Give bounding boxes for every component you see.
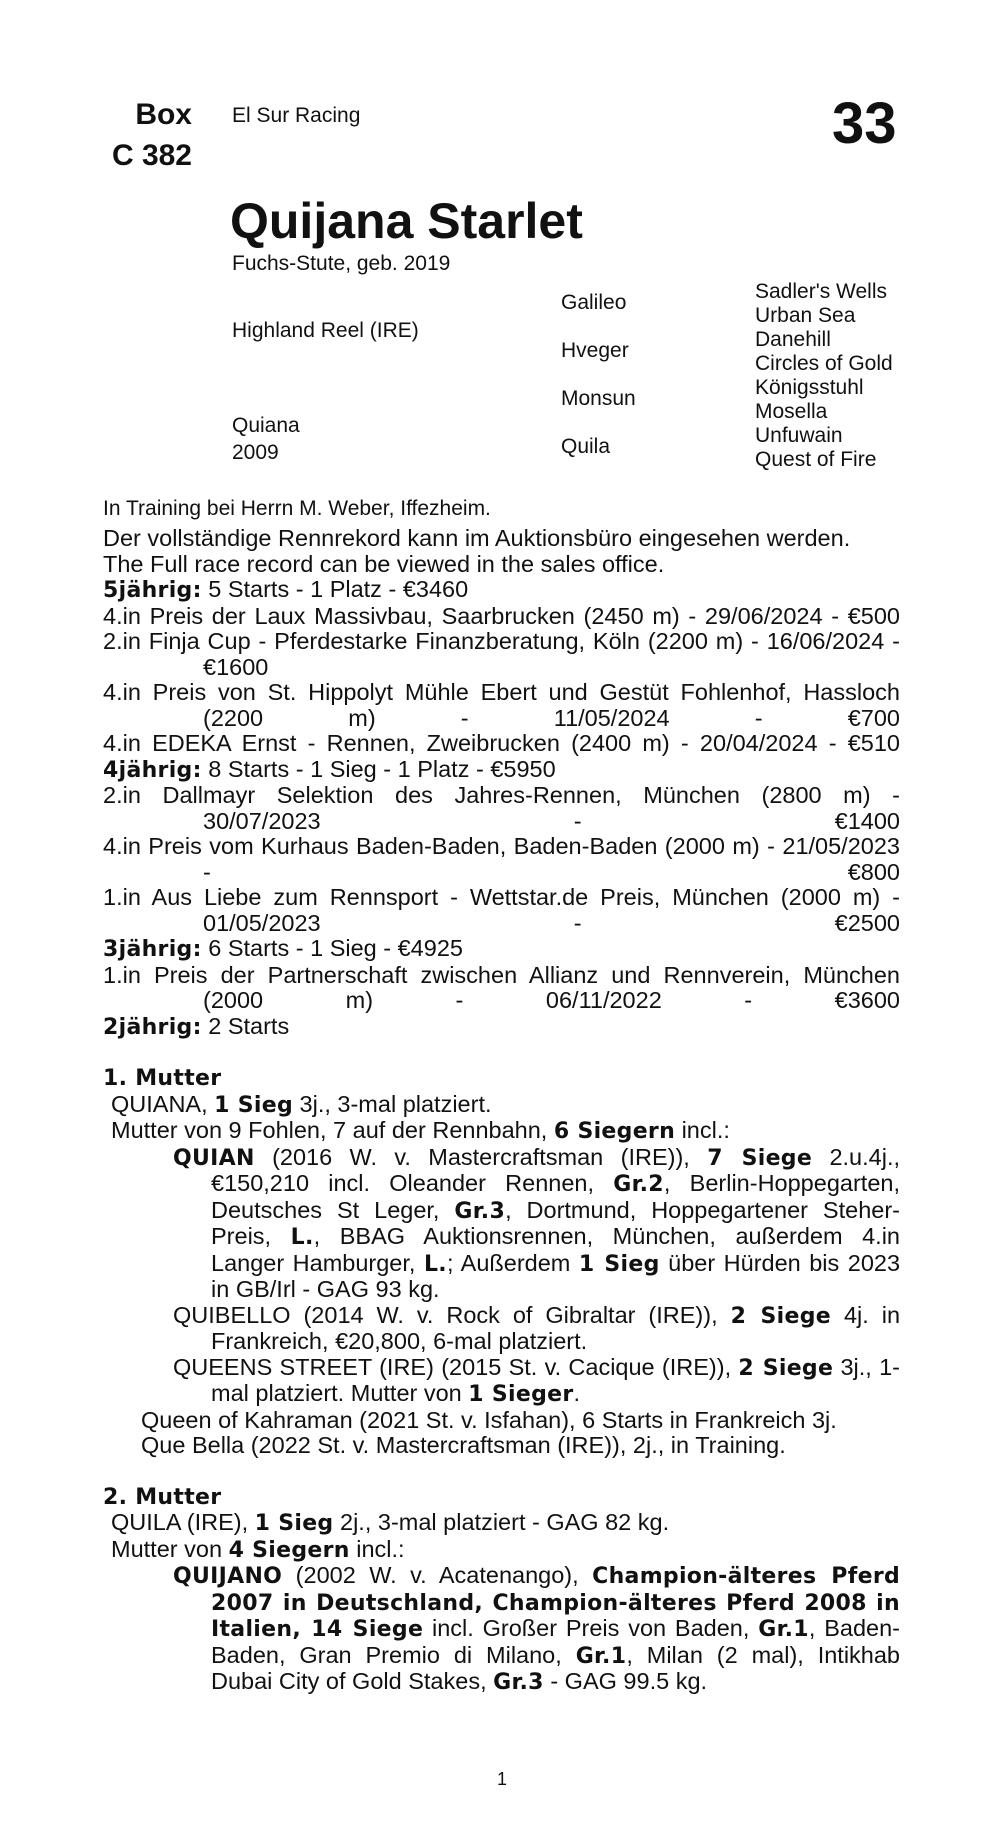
pedigree-grandsire-1: Galileo	[561, 291, 627, 314]
dam1-offspring-1: QUIAN (2016 W. v. Mastercraftsman (IRE)), 7 Siege 2.u.4j., €150,210 incl. Oleander Rennen, Gr.2, Berlin-Hoppegarten, Deutsches St Leger, Gr.3, Dortmund, Hoppegartener Steher-Preis, L., BBAG Auktionsrennen, München, außerdem 4.in Langer Hamburger, L.; Außerdem 1 Sieg über Hürden bis 2023 in GB/Irl - GAG 93 kg.	[173, 1143, 901, 1302]
training-note: In Training bei Herrn M. Weber, Iffezheim.	[103, 497, 491, 520]
dam2-produce: Mutter von 4 Siegern incl.:	[111, 1535, 405, 1563]
page-number: 1	[497, 1769, 508, 1789]
pedigree-granddam-1: Hveger	[561, 339, 629, 362]
pedigree-ggp-8: Quest of Fire	[755, 448, 877, 471]
year-5-label: 5jährig:	[103, 578, 202, 603]
pedigree-dam-year: 2009	[232, 441, 279, 464]
dam2-heading: 2. Mutter	[103, 1484, 222, 1510]
pedigree-sire: Highland Reel (IRE)	[232, 319, 419, 342]
pedigree-ggp-4: Circles of Gold	[755, 352, 893, 375]
dam1-offspring-5: Que Bella (2022 St. v. Mastercraftsman (IRE)), 2j., in Training.	[141, 1432, 786, 1458]
horse-description: Fuchs-Stute, geb. 2019	[232, 252, 451, 275]
lot-number: 33	[832, 91, 897, 156]
pedigree-ggp-3: Danehill	[755, 328, 831, 351]
pedigree-ggp-7: Unfuwain	[755, 424, 843, 447]
pedigree-ggp-2: Urban Sea	[755, 304, 856, 327]
record-note-en: The Full race record can be viewed in the sales office.	[103, 550, 665, 577]
race-entry: 2.in Dallmayr Selektion des Jahres-Rennen, München (2800 m) - 30/07/2023 - €1400	[103, 782, 900, 834]
horse-name: Quijana Starlet	[230, 193, 583, 249]
race-entry: 4.in Preis von St. Hippolyt Mühle Ebert und Gestüt Fohlenhof, Hassloch (2200 m) - 11/05/2024 - €700	[103, 679, 900, 731]
race-entry: 2.in Finja Cup - Pferdestarke Finanzberatung, Köln (2200 m) - 16/06/2024 - €1600	[103, 628, 900, 680]
pedigree-granddam-2: Quila	[561, 435, 611, 458]
pedigree-ggp-5: Königsstuhl	[755, 376, 864, 399]
pedigree-dam: Quiana	[232, 414, 300, 437]
dam1-produce: Mutter von 9 Fohlen, 7 auf der Rennbahn, 6 Siegern incl.:	[111, 1117, 730, 1144]
year-5-summary: 5jährig: 5 Starts - 1 Platz - €3460	[103, 576, 469, 603]
dam1-heading: 1. Mutter	[103, 1066, 222, 1091]
year-3-label: 3jährig:	[103, 937, 202, 962]
box-label: Box	[135, 98, 192, 131]
race-entry: 4.in EDEKA Ernst - Rennen, Zweibrucken (2400 m) - 20/04/2024 - €510	[103, 730, 900, 756]
race-entry: 4.in Preis vom Kurhaus Baden-Baden, Baden-Baden (2000 m) - 21/05/2023 - €800	[103, 833, 900, 885]
pedigree-ggp-1: Sadler's Wells	[755, 280, 887, 303]
race-entry: 1.in Aus Liebe zum Rennsport - Wettstar.de Preis, München (2000 m) - 01/05/2023 - €2500	[103, 884, 900, 936]
record-note-de: Der vollständige Rennrekord kann im Auktionsbüro eingesehen werden.	[103, 525, 851, 551]
race-record	[103, 526, 900, 1696]
dam1-offspring-4: Queen of Kahraman (2021 St. v. Isfahan), 6 Starts in Frankreich 3j.	[141, 1406, 837, 1433]
box-number: C 382	[111, 139, 192, 172]
race-entry: 4.in Preis der Laux Massivbau, Saarbrucken (2450 m) - 29/06/2024 - €500	[103, 602, 900, 629]
dam1-offspring-3: QUEENS STREET (IRE) (2015 St. v. Cacique (IRE)), 2 Siege 3j., 1-mal platziert. Mutter von 1 Sieger.	[173, 1353, 901, 1407]
dam2-line: QUILA (IRE), 1 Sieg 2j., 3-mal platziert - GAG 82 kg.	[111, 1509, 670, 1536]
dam2-offspring-1: QUIJANO (2002 W. v. Acatenango), Champion-älteres Pferd 2007 in Deutschland, Champion-älteres Pferd 2008 in Italien, 14 Siege incl. Großer Preis von Baden, Gr.1, Baden-Baden, Gran Premio di Milano, Gr.1, Milan (2 mal), Intikhab Dubai City of Gold Stakes, Gr.3 - GAG 99.5 kg.	[173, 1562, 901, 1695]
year-3-summary: 3jährig: 6 Starts - 1 Sieg - €4925	[103, 935, 463, 962]
consignor: El Sur Racing	[232, 104, 361, 127]
pedigree-ggp-6: Mosella	[755, 400, 828, 423]
pedigree-grandsire-2: Monsun	[561, 387, 636, 410]
year-4-label: 4jährig:	[103, 757, 202, 783]
dam1-offspring-2: QUIBELLO (2014 W. v. Rock of Gibraltar (IRE)), 2 Siege 4j. in Frankreich, €20,800, 6-mal platziert.	[173, 1301, 901, 1354]
year-4-summary: 4jährig: 8 Starts - 1 Sieg - 1 Platz - €5950	[103, 755, 556, 783]
year-2-label: 2jährig:	[103, 1014, 202, 1040]
dam1-line: QUIANA, 1 Sieg 3j., 3-mal platziert.	[111, 1090, 492, 1118]
race-entry: 1.in Preis der Partnerschaft zwischen Allianz und Rennverein, München (2000 m) - 06/11/2022 - €3600	[103, 961, 900, 1013]
year-2-summary: 2jährig: 2 Starts	[103, 1012, 290, 1040]
